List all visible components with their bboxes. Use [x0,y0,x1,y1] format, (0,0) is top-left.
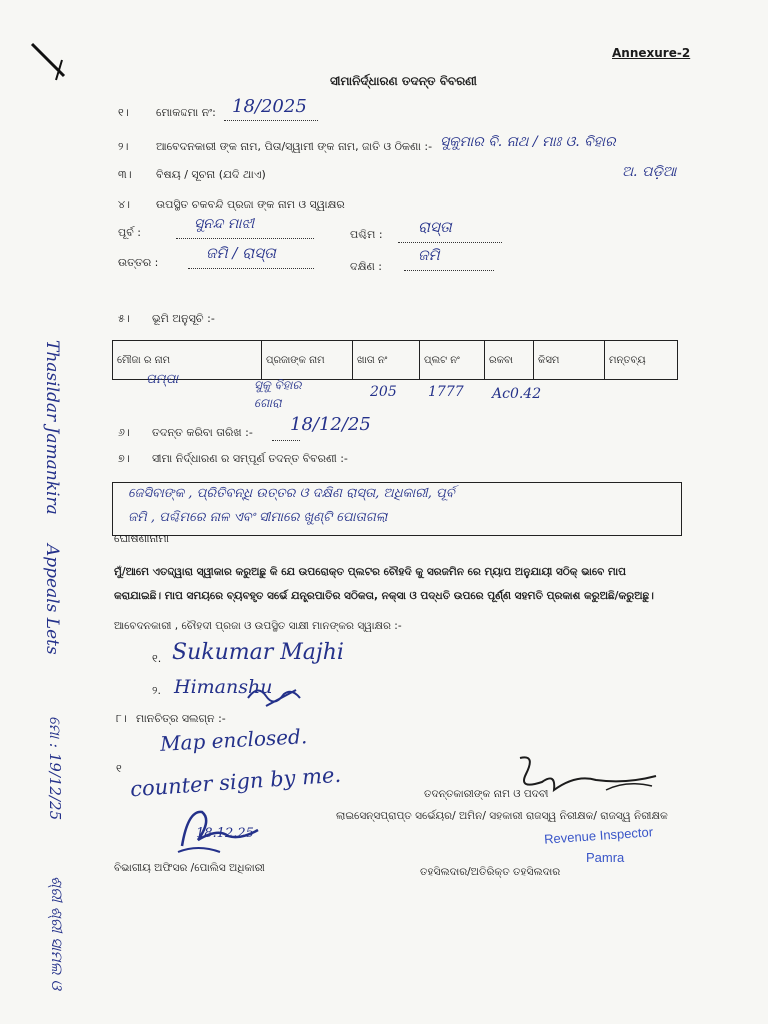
margin-note-4: ଶ୍ରୀ ଶ୍ରୀ ସାମଲ ଓ [48,876,66,990]
stamp-revenue-inspector: Revenue Inspector [543,824,654,847]
table-header: କିସମ [534,341,605,380]
inspector-roles: ଲାଇସେନ୍ସପ୍ରାପ୍ତ ସର୍ଭେୟର/ ଅମିନ/ ସହକାରୀ ରାଜସ୍ୱ ନିରୀକ୍ଷକ/ ରାଜସ୍ୱ ନିରୀକ୍ଷକ [336,810,668,822]
q3-label: ବିଷୟ / ସୂଚନା (ଯଦି ଥାଏ) [156,168,266,181]
annexure-label: Annexure-2 [612,46,691,60]
q4-label: ଉପସ୍ଥିତ ଚକବନ୍ଦି ପ୍ରଜା ଙ୍କ ନାମ ଓ ସ୍ୱାକ୍ଷର [156,198,345,211]
declaration-line-3: ଆବେଦନକାରୀ , ଚୌହଦୀ ପ୍ରଜା ଓ ଉପସ୍ଥିତ ସାକ୍ଷୀ ମାନଙ୍କର ସ୍ୱାକ୍ଷର :- [114,620,402,632]
q1-dots [224,120,318,121]
stamp-pamra: Pamra [586,850,625,865]
east-value: ସୁନନ୍ଦ ମାଝୀ [194,216,255,232]
q8-label: ମାନଚିତ୍ର ସଲଗ୍ନ :- [136,712,226,725]
table-cell-mouza: ପମ୍ପା [146,372,179,387]
table-cell-area: Ac0.42 [492,386,542,402]
q6-number: ୬। [118,426,130,439]
officer-signature-date: 18.12.25 [196,826,254,841]
q7-number: ୭। [118,452,130,465]
q1-number: ୧। [118,106,129,119]
table-header-row [113,341,678,380]
table-header: ମୌଜା ର ନାମ [113,341,262,380]
q8-number: ୮। [116,712,127,725]
q6-dots [272,440,300,441]
q5-label: ଭୂମି ଅନୁସୂଚି :- [152,312,215,325]
east-dots [176,238,314,239]
q9-number: ୧ [116,762,122,775]
witness-2-signature: Himanshu [174,676,273,698]
north-value: ଜମି / ରାସ୍ତା [206,244,276,262]
table-header: ପ୍ଲଟ ନଂ [420,341,485,380]
inspection-date-value: 18/12/25 [290,414,371,435]
south-value: ଜମି [418,246,440,264]
margin-note-3: ମୋ : 19/12/25 [46,716,64,821]
remarks-line-2: ଜମି , ପଶ୍ଚିମରେ ନାଳ ଏବଂ ସୀମାରେ ଖୁଣ୍ଟି ପୋତାଗଲା [128,510,388,525]
witness-2-scribble [244,680,304,710]
witness-1-signature: Sukumar Majhi [172,640,344,665]
q2-number: ୨। [118,140,129,153]
table-cell-tenant: ସୁକୁ ବିହାର ଗୋରା [254,378,302,410]
south-dots [404,270,494,271]
divisional-officer-label: ବିଭାଗୀୟ ଅଫିସର /ପୋଲିସ ଅଧିକାରୀ [114,862,265,874]
table-header: ମନ୍ତବ୍ୟ [605,341,678,380]
table-header: ରକବା [485,341,534,380]
margin-note-1: Thasildar Jamankira [42,340,62,515]
land-schedule-table [112,340,678,380]
west-dots [398,242,502,243]
witness-1-number: ୧. [152,652,162,665]
south-label: ଦକ୍ଷିଣ : [350,260,382,273]
table-header: ପ୍ରଜାଙ୍କ ନାମ [262,341,353,380]
inspector-name-designation: ତଦନ୍ତକାରୀଙ୍କ ନାମ ଓ ପଦବୀ [424,788,549,800]
table-cell-khata: 205 [370,384,397,400]
case-number-value: 18/2025 [232,96,307,117]
applicant-value: ସୁକୁମାର ବି. ନାଥ / ମାଃ ଓ. ବିହାର [440,134,616,150]
q4-number: ୪। [118,198,131,211]
declaration-line-2: କରାଯାଇଛି। ମାପ ସମୟରେ ବ୍ୟବହୃତ ସର୍ଭେ ଯନ୍ତ୍ରପାତିର ସଠିକତା, ନକ୍ସା ଓ ପଦ୍ଧତି ଉପରେ ପୂର୍ଣ୍ଣ ସହମତି ପ୍ରକାଶ କରୁଅଛି/କରୁଅଛୁ। [114,590,654,602]
q2-label: ଆବେଦନକାରୀ ଙ୍କ ନାମ, ପିତା/ସ୍ୱାମୀ ଙ୍କ ନାମ, ଜାତି ଓ ଠିକଣା :- [156,140,433,153]
q3-number: ୩। [118,168,132,181]
q5-number: ୫। [118,312,130,325]
tahasildar-designation: ତହସିଲଦାର/ଅତିରିକ୍ତ ତହସିଲଦାର [420,866,561,878]
applicant-value-2: ଅ. ପଡ଼ିଆ [622,164,677,180]
north-dots [188,268,314,269]
west-value: ରାସ୍ତା [418,218,452,236]
north-label: ଉତ୍ତର : [118,256,159,269]
map-enclosed-note: Map enclosed. [159,724,308,756]
west-label: ପଶ୍ଚିମ : [350,228,383,241]
witness-2-number: ୨. [152,684,161,697]
remarks-line-1: ଜେସିବାଙ୍କ , ପ୍ରିତିବନ୍ଧି ଉତ୍ତର ଓ ଦକ୍ଷିଣ ରାସ୍ତା, ଅଧିକାରୀ, ପୂର୍ବ [128,486,455,501]
table-header: ଖାତା ନଂ [353,341,420,380]
countersign-note: counter sign by me. [129,762,342,802]
q6-label: ତଦନ୍ତ କରିବା ତାରିଖ :- [152,426,253,439]
q7-label: ସୀମା ନିର୍ଦ୍ଧାରଣ ର ସମ୍ପୂର୍ଣ ତଦନ୍ତ ବିବରଣୀ :- [152,452,348,465]
page-title: ସୀମାନିର୍ଦ୍ଧାରଣ ତଦନ୍ତ ବିବରଣୀ [330,74,477,88]
q1-label: ମୋକଦ୍ଦମା ନଂ: [156,106,216,119]
east-label: ପୂର୍ବ : [118,226,141,239]
margin-note-2: Appeals Lets [42,544,62,655]
table-cell-plot: 1777 [428,384,464,400]
corner-mark [26,40,70,84]
declaration-heading: ଘୋଷଣାନାମା [114,532,170,545]
declaration-line-1: ମୁଁ/ଆମେ ଏତଦ୍ଦ୍ୱାରା ସ୍ୱୀକାର କରୁଅଛୁ କି ଯେ ଉପରୋକ୍ତ ପ୍ଲଟର ଚୌହଦି କୁ ସରଜମିନ ରେ ମ୍ୟାପ ଅନୁଯାୟୀ ସଠିକ୍ ଭାବେ ମାପ [114,566,627,578]
